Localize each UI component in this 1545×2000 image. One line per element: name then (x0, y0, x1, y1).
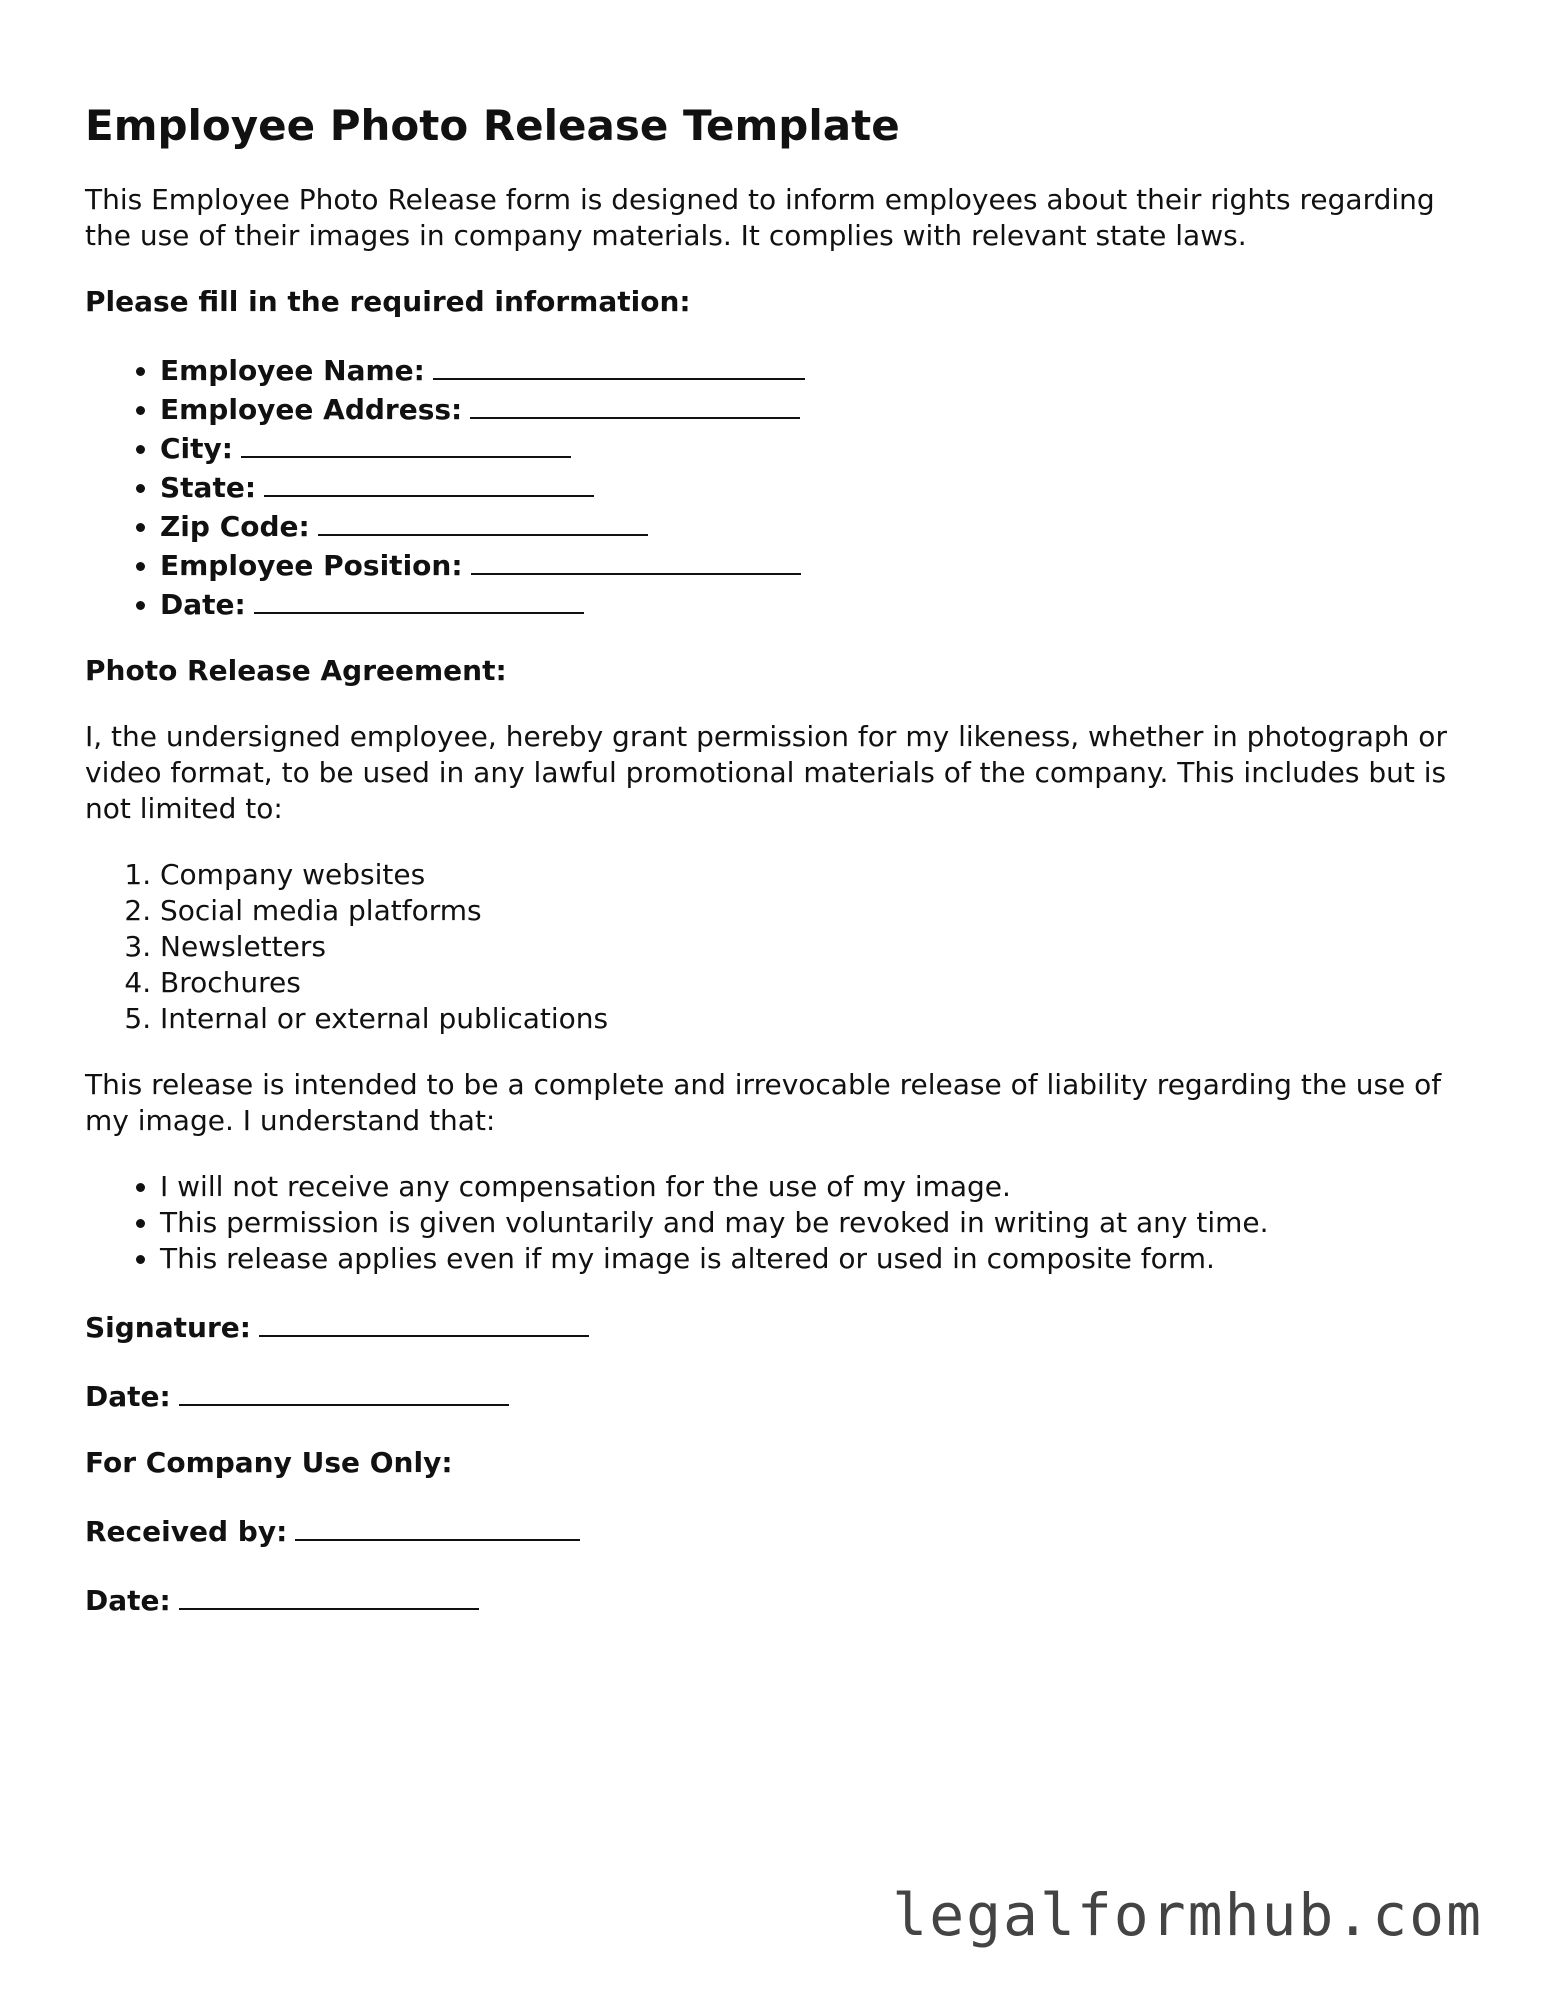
signature-blank[interactable] (259, 1307, 589, 1337)
company-use-heading: For Company Use Only: (85, 1446, 453, 1479)
signature-date-blank[interactable] (179, 1376, 509, 1406)
list-item: 1. Company websites (160, 857, 1465, 893)
list-item: 2. Social media platforms (160, 893, 1465, 929)
field-label: Employee Name: (160, 354, 425, 387)
list-item: • This permission is given voluntarily and may be revoked in writing at any time. (160, 1205, 1465, 1241)
state-blank[interactable] (264, 467, 594, 497)
agreement-paragraph: I, the undersigned employee, hereby grant permission for my likeness, whether in photograph or video format, to be used in any lawful promotional materials of the company. This includes but is not limited to: (85, 720, 1447, 825)
field-label: Employee Position: (160, 549, 463, 582)
understandings-list (85, 1169, 1465, 1277)
company-date-label: Date: (85, 1584, 171, 1617)
received-by-row (85, 1511, 1465, 1550)
list-item: 3. Newsletters (160, 929, 1465, 965)
date-blank[interactable] (254, 584, 584, 614)
intro-paragraph: This Employee Photo Release form is designed to inform employees about their rights regarding the use of their images in company materials. It complies with relevant state laws. (85, 183, 1435, 252)
company-date-blank[interactable] (179, 1580, 479, 1610)
field-label: Zip Code: (160, 510, 310, 543)
field-city (160, 428, 1465, 467)
field-employee-address (160, 389, 1465, 428)
release-paragraph: This release is intended to be a complete and irrevocable release of liability regarding the use of my image. I understand that: (85, 1068, 1442, 1137)
field-label: City: (160, 432, 233, 465)
uses-list (85, 857, 1465, 1037)
list-item: 4. Brochures (160, 965, 1465, 1001)
company-date-row (85, 1580, 1465, 1619)
signature-date-label: Date: (85, 1380, 171, 1413)
received-by-blank[interactable] (295, 1511, 580, 1541)
signature-label: Signature: (85, 1311, 251, 1344)
list-item: • I will not receive any compensation for the use of my image. (160, 1169, 1465, 1205)
city-blank[interactable] (241, 428, 571, 458)
received-by-label: Received by: (85, 1515, 288, 1548)
document-title: Employee Photo Release Template (85, 101, 900, 150)
list-item: • This release applies even if my image is altered or used in composite form. (160, 1241, 1465, 1277)
signature-row (85, 1307, 1465, 1346)
field-employee-name (160, 350, 1465, 389)
field-state (160, 467, 1465, 506)
employee-position-blank[interactable] (471, 545, 801, 575)
field-label: Employee Address: (160, 393, 463, 426)
list-item: 5. Internal or external publications (160, 1001, 1465, 1037)
field-zip-code (160, 506, 1465, 545)
fill-heading: Please fill in the required information: (85, 285, 691, 318)
field-employee-position (160, 545, 1465, 584)
employee-address-blank[interactable] (470, 389, 800, 419)
field-label: State: (160, 471, 257, 504)
watermark-text: legalformhub.com (892, 1881, 1483, 1949)
zip-code-blank[interactable] (318, 506, 648, 536)
required-fields-list (85, 350, 1465, 623)
field-date (160, 584, 1465, 623)
document-page (85, 100, 1465, 1619)
agreement-heading: Photo Release Agreement: (85, 654, 507, 687)
employee-name-blank[interactable] (433, 350, 805, 380)
signature-date-row (85, 1376, 1465, 1415)
field-label: Date: (160, 588, 246, 621)
